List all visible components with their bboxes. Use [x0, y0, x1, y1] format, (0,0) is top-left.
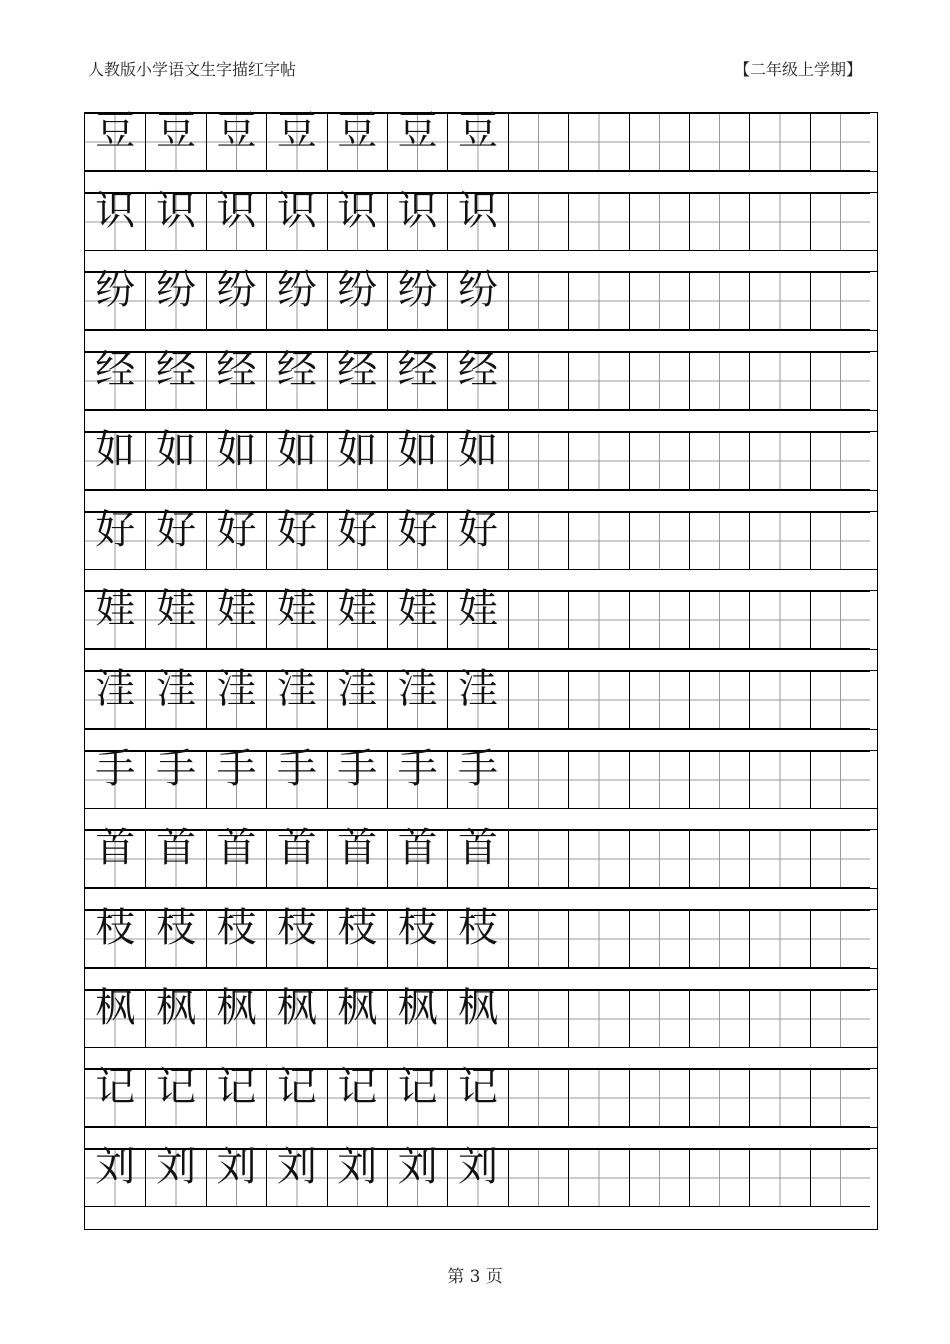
trace-character: 好: [276, 506, 317, 553]
trace-character: 洼: [276, 665, 317, 712]
character-row: [85, 267, 870, 330]
blank-cell: [508, 1149, 568, 1207]
trace-character: 豆: [458, 108, 499, 154]
blank-cell: [508, 671, 568, 729]
blank-cell: [810, 591, 870, 649]
blank-cell: [568, 671, 628, 729]
blank-cell: [568, 272, 628, 330]
blank-cell: [810, 910, 870, 968]
character-cell: [447, 665, 507, 729]
trace-character: 首: [216, 825, 257, 872]
blank-cell: [689, 671, 749, 729]
blank-cell: [568, 591, 628, 649]
blank-cell: [508, 910, 568, 968]
blank-cell: [810, 1149, 870, 1207]
trace-character: 纷: [95, 267, 136, 314]
character-row: [85, 506, 870, 570]
character-cell: [85, 905, 145, 968]
character-row: [85, 665, 870, 729]
character-cell: [85, 984, 145, 1048]
character-cell: [387, 905, 447, 968]
trace-character: 首: [276, 825, 317, 872]
character-cell: [447, 506, 507, 570]
trace-character: 娃: [276, 586, 317, 633]
character-cell: [447, 347, 507, 410]
trace-character: 记: [216, 1064, 257, 1111]
character-cell: [327, 267, 387, 330]
character-cell: [327, 665, 387, 729]
blank-cell: [749, 272, 809, 330]
character-row: [85, 187, 870, 251]
blank-cell: [508, 352, 568, 410]
blank-cell: [508, 1069, 568, 1127]
trace-character: 洼: [95, 665, 136, 712]
trace-character: 枫: [276, 984, 317, 1031]
character-cell: [85, 187, 145, 251]
character-cell: [145, 1064, 205, 1127]
blank-cell: [508, 751, 568, 809]
trace-character: 娃: [156, 586, 197, 633]
trace-character: 识: [337, 187, 378, 234]
trace-character: 如: [216, 426, 257, 473]
character-cell: [85, 108, 145, 171]
blank-cell: [749, 432, 809, 490]
blank-cell: [568, 1149, 628, 1207]
trace-character: 好: [156, 506, 197, 553]
trace-character: 枝: [337, 905, 378, 951]
character-cell: [206, 1144, 266, 1207]
character-cell: [206, 267, 266, 330]
trace-character: 经: [276, 347, 317, 394]
blank-cell: [810, 830, 870, 888]
trace-character: 纷: [337, 267, 378, 314]
character-row: [85, 347, 870, 410]
trace-character: 豆: [156, 108, 197, 154]
character-cell: [447, 825, 507, 888]
trace-character: 好: [216, 506, 257, 553]
character-cell: [266, 1144, 326, 1207]
trace-character: 枝: [95, 905, 136, 951]
trace-character: 首: [156, 825, 197, 872]
blank-cell: [568, 830, 628, 888]
blank-cell: [568, 751, 628, 809]
blank-cell: [810, 272, 870, 330]
blank-cell: [749, 990, 809, 1048]
trace-character: 记: [397, 1064, 438, 1111]
trace-character: 经: [95, 347, 136, 394]
blank-cell: [568, 990, 628, 1048]
trace-character: 如: [397, 426, 438, 473]
character-row: [85, 825, 870, 888]
character-cell: [266, 586, 326, 649]
blank-cell: [689, 432, 749, 490]
character-cell: [266, 1064, 326, 1127]
trace-character: 好: [95, 506, 136, 553]
blank-cell: [689, 751, 749, 809]
blank-cell: [689, 512, 749, 570]
trace-character: 手: [156, 745, 197, 792]
character-cell: [447, 586, 507, 649]
trace-character: 刘: [95, 1144, 136, 1191]
trace-character: 刘: [337, 1144, 378, 1191]
character-cell: [387, 426, 447, 490]
character-cell: [387, 108, 447, 171]
blank-cell: [629, 352, 689, 410]
character-cell: [387, 825, 447, 888]
blank-cell: [749, 1149, 809, 1207]
trace-character: 纷: [276, 267, 317, 314]
character-cell: [447, 1064, 507, 1127]
trace-character: 枫: [95, 984, 136, 1031]
trace-character: 识: [216, 187, 257, 234]
character-cell: [327, 426, 387, 490]
blank-cell: [689, 830, 749, 888]
character-cell: [206, 1064, 266, 1127]
character-cell: [145, 347, 205, 410]
character-cell: [206, 745, 266, 809]
character-cell: [145, 586, 205, 649]
trace-character: 枝: [156, 905, 197, 951]
trace-character: 刘: [397, 1144, 438, 1191]
character-cell: [145, 665, 205, 729]
trace-character: 记: [337, 1064, 378, 1111]
trace-character: 纷: [397, 267, 438, 314]
blank-cell: [810, 193, 870, 251]
trace-character: 识: [458, 187, 499, 234]
blank-cell: [629, 591, 689, 649]
trace-character: 刘: [276, 1144, 317, 1191]
blank-cell: [810, 432, 870, 490]
character-cell: [327, 825, 387, 888]
trace-character: 豆: [95, 108, 136, 154]
character-cell: [327, 1064, 387, 1127]
blank-cell: [629, 910, 689, 968]
trace-character: 洼: [397, 665, 438, 712]
character-cell: [387, 745, 447, 809]
blank-cell: [810, 990, 870, 1048]
trace-character: 纷: [216, 267, 257, 314]
trace-character: 洼: [458, 665, 499, 712]
trace-character: 枝: [458, 905, 499, 951]
trace-character: 首: [458, 825, 499, 872]
blank-cell: [629, 272, 689, 330]
trace-character: 刘: [458, 1144, 499, 1191]
character-cell: [85, 586, 145, 649]
character-row: [85, 108, 870, 171]
trace-character: 豆: [337, 108, 378, 154]
character-cell: [145, 984, 205, 1048]
character-cell: [145, 426, 205, 490]
character-cell: [206, 347, 266, 410]
trace-character: 刘: [216, 1144, 257, 1191]
trace-character: 首: [337, 825, 378, 872]
trace-character: 如: [95, 426, 136, 473]
blank-cell: [810, 671, 870, 729]
trace-character: 如: [156, 426, 197, 473]
character-row: [85, 1144, 870, 1207]
character-cell: [85, 665, 145, 729]
character-cell: [85, 825, 145, 888]
trace-character: 娃: [458, 586, 499, 633]
blank-cell: [508, 591, 568, 649]
trace-character: 首: [95, 825, 136, 872]
character-cell: [145, 108, 205, 171]
character-cell: [145, 267, 205, 330]
blank-cell: [629, 751, 689, 809]
character-cell: [327, 745, 387, 809]
blank-cell: [629, 113, 689, 171]
blank-cell: [568, 113, 628, 171]
character-cell: [447, 267, 507, 330]
character-cell: [387, 267, 447, 330]
character-cell: [447, 1144, 507, 1207]
blank-cell: [508, 432, 568, 490]
character-cell: [266, 506, 326, 570]
blank-cell: [508, 272, 568, 330]
trace-character: 枫: [458, 984, 499, 1031]
blank-cell: [749, 671, 809, 729]
character-row: [85, 426, 870, 490]
character-cell: [447, 745, 507, 809]
character-cell: [327, 984, 387, 1048]
trace-character: 豆: [397, 108, 438, 154]
trace-character: 豆: [276, 108, 317, 154]
trace-character: 手: [397, 745, 438, 792]
character-cell: [447, 108, 507, 171]
character-cell: [85, 745, 145, 809]
trace-character: 娃: [95, 586, 136, 633]
character-cell: [447, 984, 507, 1048]
blank-cell: [629, 671, 689, 729]
character-cell: [145, 905, 205, 968]
trace-character: 识: [95, 187, 136, 234]
character-row: [85, 1064, 870, 1127]
character-cell: [206, 506, 266, 570]
trace-character: 纷: [458, 267, 499, 314]
trace-character: 枫: [397, 984, 438, 1031]
blank-cell: [810, 1069, 870, 1127]
trace-character: 经: [337, 347, 378, 394]
trace-character: 娃: [337, 586, 378, 633]
worksheet-title: 人教版小学语文生字描红字帖: [88, 60, 297, 79]
trace-character: 枫: [337, 984, 378, 1031]
trace-character: 手: [458, 745, 499, 792]
blank-cell: [749, 830, 809, 888]
character-cell: [145, 745, 205, 809]
character-cell: [266, 665, 326, 729]
blank-cell: [508, 113, 568, 171]
trace-character: 识: [397, 187, 438, 234]
trace-character: 经: [216, 347, 257, 394]
trace-character: 识: [276, 187, 317, 234]
trace-character: 记: [95, 1064, 136, 1111]
trace-character: 经: [458, 347, 499, 394]
character-cell: [85, 1144, 145, 1207]
character-cell: [327, 586, 387, 649]
trace-character: 纷: [156, 267, 197, 314]
page-number: 第 3 页: [447, 1267, 503, 1287]
trace-character: 枝: [397, 905, 438, 951]
trace-character: 如: [337, 426, 378, 473]
character-cell: [206, 187, 266, 251]
blank-cell: [629, 830, 689, 888]
blank-cell: [629, 512, 689, 570]
blank-cell: [689, 113, 749, 171]
character-cell: [85, 506, 145, 570]
trace-character: 经: [397, 347, 438, 394]
character-cell: [206, 984, 266, 1048]
blank-cell: [568, 1069, 628, 1127]
character-cell: [387, 984, 447, 1048]
character-cell: [447, 187, 507, 251]
blank-cell: [629, 1069, 689, 1127]
character-cell: [387, 187, 447, 251]
character-cell: [145, 187, 205, 251]
character-cell: [206, 825, 266, 888]
character-cell: [327, 905, 387, 968]
blank-cell: [749, 591, 809, 649]
trace-character: 记: [276, 1064, 317, 1111]
blank-cell: [810, 352, 870, 410]
blank-cell: [749, 113, 809, 171]
blank-cell: [568, 432, 628, 490]
character-cell: [266, 984, 326, 1048]
character-cell: [327, 108, 387, 171]
blank-cell: [749, 193, 809, 251]
character-cell: [327, 1144, 387, 1207]
character-cell: [447, 905, 507, 968]
blank-cell: [629, 432, 689, 490]
blank-cell: [749, 751, 809, 809]
trace-character: 洼: [216, 665, 257, 712]
trace-character: 手: [276, 745, 317, 792]
blank-cell: [749, 910, 809, 968]
blank-cell: [689, 1149, 749, 1207]
blank-cell: [689, 591, 749, 649]
trace-character: 洼: [156, 665, 197, 712]
trace-character: 枝: [216, 905, 257, 951]
character-cell: [327, 506, 387, 570]
character-cell: [85, 1064, 145, 1127]
trace-character: 好: [337, 506, 378, 553]
character-cell: [387, 347, 447, 410]
blank-cell: [508, 990, 568, 1048]
character-row: [85, 905, 870, 968]
trace-character: 如: [458, 426, 499, 473]
blank-cell: [749, 352, 809, 410]
character-cell: [327, 187, 387, 251]
trace-character: 经: [156, 347, 197, 394]
trace-character: 记: [458, 1064, 499, 1111]
blank-cell: [629, 193, 689, 251]
character-cell: [387, 665, 447, 729]
character-cell: [206, 665, 266, 729]
trace-character: 手: [337, 745, 378, 792]
trace-character: 记: [156, 1064, 197, 1111]
blank-cell: [508, 512, 568, 570]
character-cell: [145, 506, 205, 570]
practice-grid: [84, 108, 878, 1230]
blank-cell: [749, 1069, 809, 1127]
trace-character: 手: [216, 745, 257, 792]
trace-character: 枫: [156, 984, 197, 1031]
character-cell: [266, 745, 326, 809]
trace-character: 枫: [216, 984, 257, 1031]
trace-character: 洼: [337, 665, 378, 712]
trace-character: 首: [397, 825, 438, 872]
character-cell: [266, 905, 326, 968]
trace-character: 好: [458, 506, 499, 553]
character-cell: [266, 187, 326, 251]
character-cell: [145, 1144, 205, 1207]
character-cell: [327, 347, 387, 410]
character-cell: [266, 426, 326, 490]
character-cell: [266, 825, 326, 888]
blank-cell: [689, 352, 749, 410]
character-cell: [206, 108, 266, 171]
grade-label: 【二年级上学期】: [733, 60, 862, 79]
character-cell: [85, 347, 145, 410]
character-row: [85, 984, 870, 1048]
blank-cell: [629, 990, 689, 1048]
blank-cell: [810, 113, 870, 171]
blank-cell: [629, 1149, 689, 1207]
character-cell: [85, 426, 145, 490]
blank-cell: [749, 512, 809, 570]
blank-cell: [689, 1069, 749, 1127]
character-cell: [266, 108, 326, 171]
character-cell: [145, 825, 205, 888]
blank-cell: [568, 512, 628, 570]
character-cell: [387, 1064, 447, 1127]
blank-cell: [568, 910, 628, 968]
blank-cell: [568, 193, 628, 251]
character-cell: [206, 586, 266, 649]
blank-cell: [689, 910, 749, 968]
blank-cell: [508, 830, 568, 888]
character-cell: [387, 586, 447, 649]
trace-character: 娃: [397, 586, 438, 633]
character-cell: [387, 506, 447, 570]
blank-cell: [689, 272, 749, 330]
blank-cell: [689, 193, 749, 251]
character-cell: [85, 267, 145, 330]
blank-cell: [508, 193, 568, 251]
character-cell: [447, 426, 507, 490]
character-cell: [206, 426, 266, 490]
trace-character: 识: [156, 187, 197, 234]
trace-character: 如: [276, 426, 317, 473]
blank-cell: [810, 751, 870, 809]
trace-character: 豆: [216, 108, 257, 154]
character-cell: [266, 267, 326, 330]
trace-character: 娃: [216, 586, 257, 633]
blank-cell: [689, 990, 749, 1048]
blank-cell: [810, 512, 870, 570]
trace-character: 好: [397, 506, 438, 553]
trace-character: 枝: [276, 905, 317, 951]
character-cell: [266, 347, 326, 410]
character-row: [85, 745, 870, 809]
character-row: [85, 586, 870, 649]
trace-character: 手: [95, 745, 136, 792]
trace-character: 刘: [156, 1144, 197, 1191]
character-cell: [206, 905, 266, 968]
blank-cell: [568, 352, 628, 410]
character-cell: [387, 1144, 447, 1207]
